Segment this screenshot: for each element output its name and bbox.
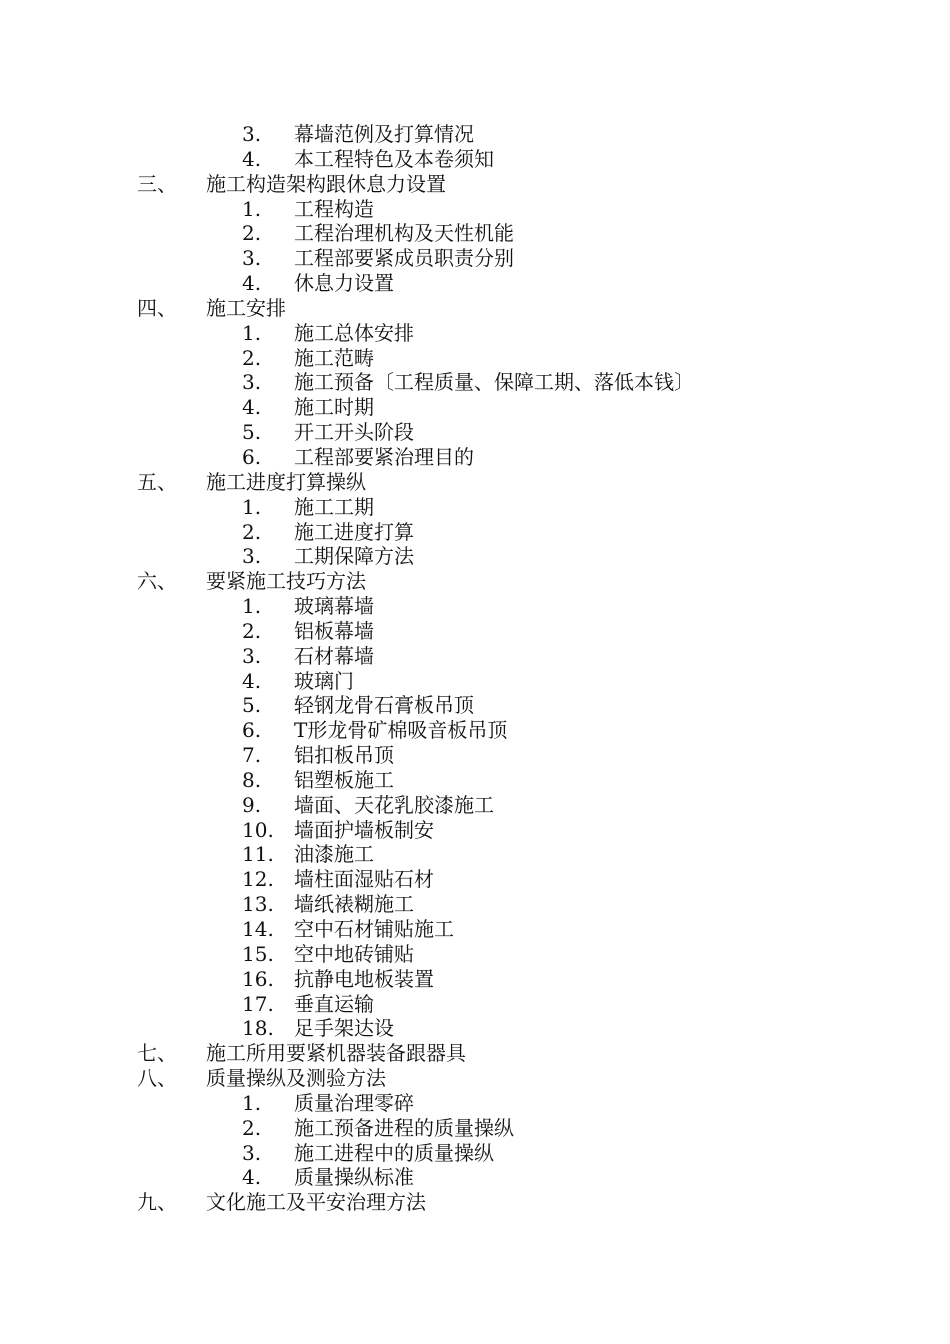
toc-item-number: 3.	[242, 122, 262, 146]
toc-item-number: 16.	[242, 966, 274, 991]
toc-item-text: 轻钢龙骨石膏板吊顶	[294, 693, 474, 718]
toc-item	[0, 197, 950, 222]
toc-item	[0, 1165, 950, 1190]
toc-item	[0, 594, 950, 619]
toc-item-number: 17.	[242, 991, 274, 1016]
toc-item-number: 12.	[242, 867, 274, 892]
toc-item	[0, 992, 950, 1017]
toc-item	[0, 669, 950, 694]
toc-item-text: 施工安排	[206, 295, 286, 320]
toc-item	[0, 942, 950, 967]
toc-item-number: 4.	[242, 1165, 262, 1190]
toc-item-text: 文化施工及平安治理方法	[206, 1190, 426, 1215]
toc-item	[0, 321, 950, 346]
toc-item-number: 18.	[242, 1016, 274, 1041]
toc-item	[0, 445, 950, 470]
toc-item-text: 垂直运输	[294, 991, 374, 1016]
toc-item-text: 墙柱面湿贴石材	[294, 867, 434, 892]
toc-item	[0, 246, 950, 271]
toc-item-text: 开工开头阶段	[294, 420, 414, 445]
toc-item	[0, 122, 950, 147]
toc-item-text: 幕墙范例及打算情况	[294, 122, 474, 146]
toc-item-number: 3.	[242, 544, 262, 569]
toc-item-number: 1.	[242, 320, 262, 345]
toc-item-text: T形龙骨矿棉吸音板吊顶	[294, 718, 508, 743]
toc-item	[0, 1091, 950, 1116]
toc-item-number: 2.	[242, 345, 262, 370]
toc-item-number: 3.	[242, 643, 262, 668]
toc-item-text: 玻璃幕墙	[294, 594, 374, 619]
toc-item	[0, 495, 950, 520]
toc-item	[0, 395, 950, 420]
toc-heading	[0, 172, 950, 197]
toc-item-number: 1.	[242, 594, 262, 619]
toc-item	[0, 420, 950, 445]
toc-item	[0, 967, 950, 992]
toc-item-text: 油漆施工	[294, 842, 374, 867]
toc-heading	[0, 1190, 950, 1215]
toc-item-text: 工期保障方法	[294, 544, 414, 569]
toc-heading	[0, 296, 950, 321]
toc-item-text: 质量操纵标准	[294, 1165, 414, 1190]
toc-item-number: 11.	[242, 842, 274, 867]
toc-item-text: 施工进程中的质量操纵	[294, 1140, 494, 1165]
toc-item	[0, 147, 950, 172]
toc-item-text: 墙面护墙板制安	[294, 817, 434, 842]
toc-item	[0, 917, 950, 942]
toc-item	[0, 1141, 950, 1166]
toc-item-number: 1.	[242, 1090, 262, 1115]
toc-item-text: 施工时期	[294, 395, 374, 420]
toc-item-text: 工程构造	[294, 196, 374, 221]
toc-item-number: 3.	[242, 370, 262, 395]
toc-item-text: 工程部要紧成员职责分别	[294, 246, 514, 271]
toc-item	[0, 693, 950, 718]
toc-item-text: 石材幕墙	[294, 643, 374, 668]
toc-item-number: 五、	[137, 469, 177, 494]
toc-heading	[0, 1066, 950, 1091]
toc-item-number: 4.	[242, 271, 262, 296]
toc-item-number: 5.	[242, 693, 262, 718]
toc-item	[0, 544, 950, 569]
toc-item-number: 15.	[242, 941, 274, 966]
toc-item-text: 质量操纵及测验方法	[206, 1066, 386, 1091]
toc-item-number: 9.	[242, 792, 262, 817]
toc-item-text: 本工程特色及本卷须知	[294, 146, 494, 171]
toc-item-number: 八、	[137, 1066, 177, 1091]
toc-item	[0, 520, 950, 545]
toc-item-text: 休息力设置	[294, 271, 394, 296]
toc-item	[0, 842, 950, 867]
toc-item-number: 10.	[242, 817, 274, 842]
toc-item-text: 墙面、天花乳胶漆施工	[294, 792, 494, 817]
toc-item	[0, 221, 950, 246]
toc-item-text: 质量治理零碎	[294, 1090, 414, 1115]
toc-item	[0, 1116, 950, 1141]
toc-heading	[0, 1041, 950, 1066]
toc-item-number: 2.	[242, 1115, 262, 1140]
toc-item	[0, 768, 950, 793]
toc-item-number: 13.	[242, 892, 274, 917]
toc-item-text: 施工进度打算操纵	[206, 469, 366, 494]
toc-item	[0, 793, 950, 818]
table-of-contents	[0, 122, 950, 1215]
toc-item-text: 铝塑板施工	[294, 767, 394, 792]
toc-item-text: 抗静电地板装置	[294, 966, 434, 991]
toc-item	[0, 1016, 950, 1041]
toc-item-number: 1.	[242, 196, 262, 221]
toc-item-number: 三、	[137, 171, 177, 196]
toc-item-text: 施工预备进程的质量操纵	[294, 1115, 514, 1140]
toc-item-text: 施工总体安排	[294, 320, 414, 345]
toc-item-text: 铝板幕墙	[294, 618, 374, 643]
toc-item-number: 七、	[137, 1041, 177, 1066]
toc-item-number: 九、	[137, 1190, 177, 1215]
toc-item	[0, 271, 950, 296]
toc-item	[0, 644, 950, 669]
toc-item-number: 1.	[242, 494, 262, 519]
toc-item-number: 六、	[137, 569, 177, 594]
toc-item-text: 施工工期	[294, 494, 374, 519]
toc-item-number: 2.	[242, 618, 262, 643]
toc-item-number: 6.	[242, 718, 262, 743]
toc-item-text: 铝扣板吊顶	[294, 743, 394, 768]
toc-item-number: 7.	[242, 743, 262, 768]
toc-item-number: 3.	[242, 246, 262, 271]
toc-item-text: 空中石材铺贴施工	[294, 917, 454, 941]
toc-item-text: 足手架达设	[294, 1016, 394, 1041]
toc-item	[0, 892, 950, 917]
toc-item	[0, 718, 950, 743]
toc-item-number: 14.	[242, 917, 274, 941]
toc-item-number: 4.	[242, 395, 262, 420]
toc-item-text: 施工范畴	[294, 345, 374, 370]
toc-heading	[0, 470, 950, 495]
toc-item-text: 施工构造架构跟休息力设置	[206, 171, 446, 196]
toc-item	[0, 370, 950, 395]
toc-item-text: 施工所用要紧机器装备跟器具	[206, 1041, 466, 1066]
toc-item-number: 2.	[242, 221, 262, 246]
toc-item-text: 墙纸裱糊施工	[294, 892, 414, 917]
toc-item	[0, 867, 950, 892]
toc-item-text: 施工预备〔工程质量、保障工期、落低本钱〕	[294, 370, 694, 395]
toc-item-text: 玻璃门	[294, 668, 354, 693]
toc-item-text: 空中地砖铺贴	[294, 941, 414, 966]
toc-item-text: 要紧施工技巧方法	[206, 569, 366, 594]
toc-item-number: 8.	[242, 767, 262, 792]
toc-item-number: 3.	[242, 1140, 262, 1165]
toc-item-number: 2.	[242, 519, 262, 544]
toc-item	[0, 346, 950, 371]
toc-item-text: 施工进度打算	[294, 519, 414, 544]
toc-item-number: 4.	[242, 146, 262, 171]
toc-item	[0, 743, 950, 768]
toc-item	[0, 818, 950, 843]
toc-item-number: 5.	[242, 420, 262, 445]
toc-item-text: 工程部要紧治理目的	[294, 444, 474, 469]
toc-item-number: 4.	[242, 668, 262, 693]
toc-item	[0, 619, 950, 644]
toc-item-text: 工程治理机构及天性机能	[294, 221, 514, 246]
toc-heading	[0, 569, 950, 594]
toc-item-number: 6.	[242, 444, 262, 469]
toc-item-number: 四、	[137, 295, 177, 320]
